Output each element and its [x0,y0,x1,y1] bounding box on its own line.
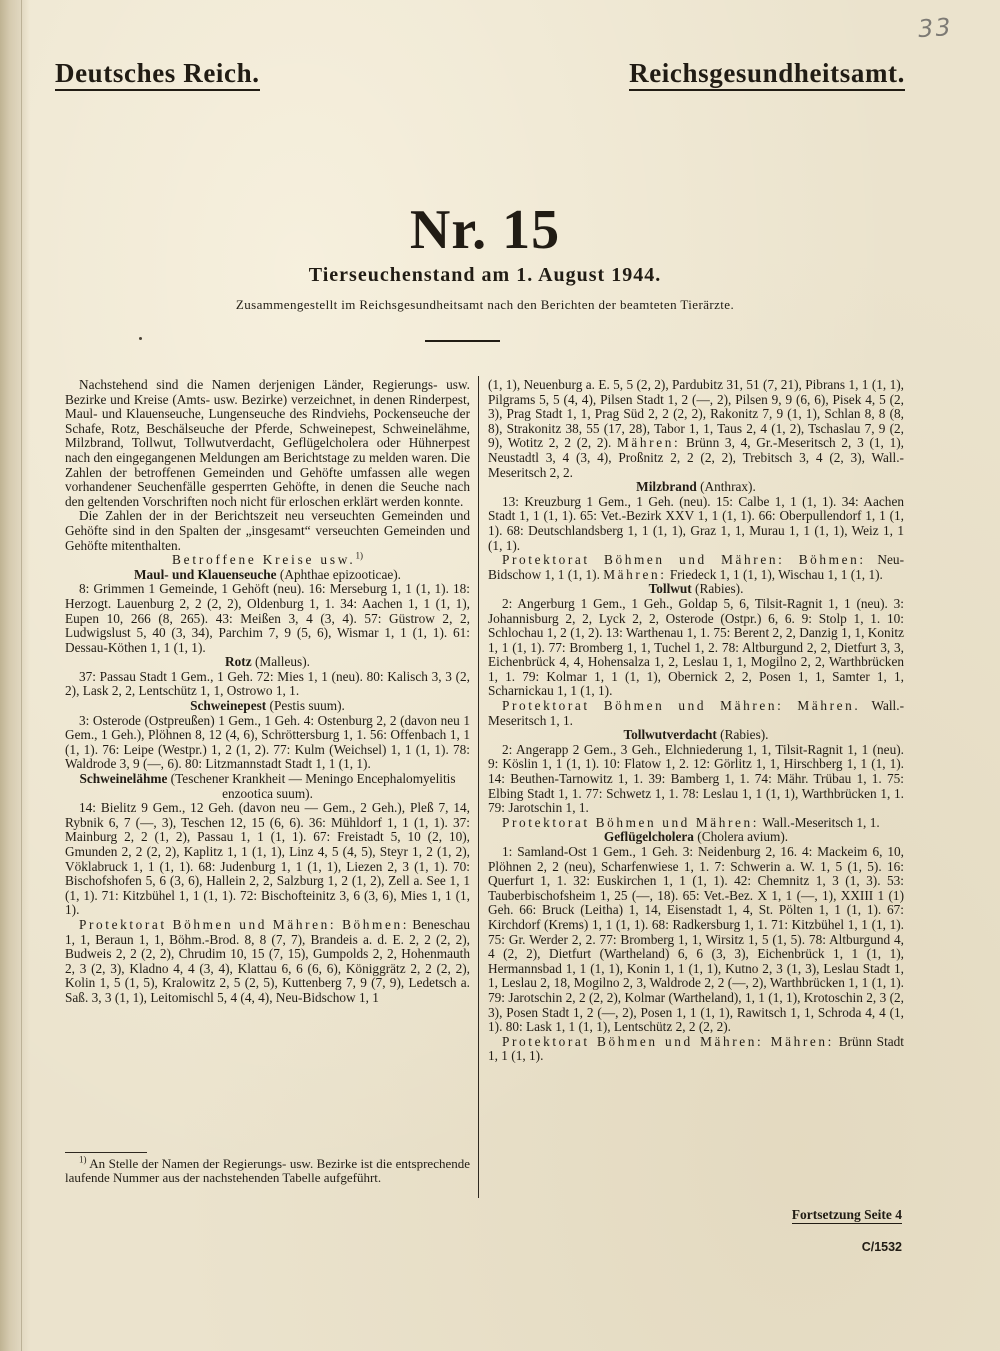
protektorat-label: Protektorat Böhmen und Mähren: Mähren. [502,698,861,714]
document-subtitle: Tierseuchenstand am 1. August 1944. [308,264,662,286]
footnote-rule [65,1152,147,1153]
document-code: C/1532 [861,1240,902,1254]
section-text-tollwut: 2: Angerburg 1 Gem., 1 Geh., Goldap 5, 6, Tilsit-Ragnit 1, 1 (neu). 3: Johannisburg 2, 2, Lyck 2, 2, Osterode (Ostpr.) 6, 6. 9: Stolp 1, 1. 10: Schlochau 1, 2 (1, 2). 13: Warthenau 1, 1. 75: Berent 2, 2, Danzig 1, 1, Konitz 1, 1 (1, 1). 77: Bromberg 1, 1, Tuchel 1, 2. 78: Altburgund 2, 2, Dietfurt 3, 3, Eichenbrück 4, 4, Hohensalza 1, 2, Leslau 1, 1, Mogilno 2, 2, Warthbrücken 1, 1. 79: Kolmar 1, 1 (1, 1), Obernick 2, 2, Posen 1, 1, Samter 1, 1, Scharnickau 1, 1 (1, 1). [488,595,904,699]
section-text-maul-klauenseuche: 8: Grimmen 1 Gemeinde, 1 Gehöft (neu). 16: Merseburg 1, 1 (1, 1). 18: Herzogt. Lauenburg 2, 2 (2, 2), Oldenburg 1, 1. 34: Aachen 1, 1 (1, 1), Eupen 10, 266 (8, 265). 43: Meißen 3, 4 (3, 4). 57: Güstrow 2, 2, Ludwigslust 5, 40 (3, 34), Parchim 7, 9 (5, 6), Wismar 1, 1 (1, 1). 61: Dessau-Köthen 1, 1 (1, 1). [65,581,470,655]
title-divider-rule [425,340,500,342]
column-divider [478,376,479,1198]
protektorat-label: Protektorat Böhmen und Mähren: Böhmen: [502,552,866,568]
section-name: Rotz [225,654,252,670]
section-text-schweinepest: 3: Osterode (Ostpreußen) 1 Gem., 1 Geh. 4: Ostenburg 2, 2 (davon neu 1 Gem., 1 Geh.), Plöhnen 8, 12 (4, 6), Schröttersburg 1, 1. 56: Offenbach 1, 1 (1, 1). 76: Leipe (Westpr.) 1, 2 (1, 2). 77: Kulm (Weichsel) 1, 1 (1, 1). 78: Waldrode 3, 9 (—, 6). 80: Litzmannstadt Stadt 1, 1 (1, 1). [65,712,470,772]
section-latin-name: (Rabies). [695,581,744,597]
continuation-label: Mähren: [617,435,681,451]
protektorat-label: Protektorat Böhmen und Mähren: Mähren: [502,1033,834,1049]
section-heading-milzbrand [488,480,904,495]
section-name: Tollwut [648,581,692,597]
intro-paragraph-2: Die Zahlen der in der Berichtszeit neu verseuchten Gemeinden und Gehöfte sind in den Spalten der „insgesamt“ verseuchten Gemeinden und Gehöfte mitenthalten. [65,508,470,553]
section-latin-name: (Rabies). [720,727,769,743]
section-heading-schweinepest [65,699,470,714]
footnote-reference: 1) [355,550,363,561]
section-latin-name: (Malleus). [254,654,310,670]
protektorat-paragraph-gefluegelcholera [488,1035,904,1064]
protektorat-paragraph-milzbrand [488,553,904,582]
page-binding-edge [0,0,30,1351]
handwritten-folio-number: 33 [917,12,954,44]
footnote-text: An Stelle der Namen der Regierungs- usw. Bezirke ist die entsprechende laufende Nummer aus der nachstehenden Tabelle aufgeführt. [65,1156,471,1186]
protektorat-label-2: Mähren: [603,566,667,582]
header-left-title: Deutsches Reich. [55,58,260,91]
protektorat-paragraph-tollwut [488,699,904,728]
protektorat-text: Beneschau 1, 1, Beraun 1, 1, Böhm.-Brod. 8, 8 (7, 7), Brandeis a. d. E. 2, 2 (2, 2), Budweis 2, 2 (2, 2), Chrudim 10, 15 (7, 15), Gumpolds 2, 2, Hohenmauth 2, 3 (2, 3), Kladno 4, 4 (3, 4), Klattau 6, 6 (6, 6), Königgrätz 2, 2 (2, 2), Kolin 1, 5 (1, 5), Kralowitz 2, 5 (2, 5), Kuttenberg 7, 9 (7, 9), Ledetsch a. Saß. 3, 3 (1, 1), Leitomischl 5, 4 (4, 4), Neu-Bidschow 1, 1 [65,916,470,1005]
header-right-title: Reichsgesundheitsamt. [629,58,905,91]
affected-heading-text: Betroffene Kreise usw. [172,552,356,568]
section-text-schweinelaehme: 14: Bielitz 9 Gem., 12 Geh. (davon neu — Gem., 2 Geh.), Pleß 7, 14, Rybnik 6, 7 (—, 3), Teschen 12, 15 (6, 6). 36: Mühldorf 1, 1 (1, 1). 37: Mainburg 2, 2 (1, 2), Passau 1, 1 (1, 1). 67: Freistadt 5, 10 (2, 10), Gmunden 2, 2 (2, 2), Kaplitz 1, 1 (1, 1), Linz 4, 5 (4, 5), Steyr 1, 2 (1, 2), Vöklabruck 1, 1 (1, 1). 68: Judenburg 1, 1 (1, 1), Liezen 2, 3 (1, 1). 70: Bischofshofen 5, 6 (3, 6), Hallein 2, 2, Salzburg 1, 2 (1, 2), Zell a. See 1, 1 (1, 1). 71: Kitzbühel 1, 1 (1, 1). 72: Bischofteinitz 3, 6 (3, 6), Mies 1, 1 (1, 1). [65,800,470,918]
section-text-milzbrand: 13: Kreuzburg 1 Gem., 1 Geh. (neu). 15: Calbe 1, 1 (1, 1). 34: Aachen Stadt 1, 1 (1, 1). 65: Vet.-Bezirk XXV 1, 1 (1, 1). 66: Oberpullendorf 1, 1 (1, 1). 68: Deutschlandsberg 1, 1 (1, 1), Graz 1, 1, Murau 1, 1 (1, 1), Weiz 1, 1 (1, 1). [488,493,904,553]
protektorat-label: Protektorat Böhmen und Mähren: Böhmen: [79,916,410,932]
section-heading-rotz [65,655,470,670]
section-text-gefluegelcholera: 1: Samland-Ost 1 Gem., 1 Geh. 3: Neidenburg 2, 16. 4: Mackeim 6, 10, Plöhnen 2, 2 (neu), Scharfenwiese 1, 1. 7: Schwerin a. W. 1, 5 (1, 5). 16: Querfurt 1, 1. 32: Euskirchen 1, 1 (1, 1). 42: Chemnitz 1, 3 (1, 3). 53: Tauberbischofsheim 1, 25 (—, 18). 65: Vet.-Bez. X 1, 1 (—, 1), XXIII 1 (1) Geh. 66: Bruck (Leitha) 1, 14, Eisenstadt 1, 4, St. Pölten 1, 1 (1, 1). 67: Kirchdorf (Krems) 1, 1 (1, 1). 68: Radkersburg 1, 1. 71: Kitzbühel 1, 1 (1, 1). 75: Gr. Werder 2, 2. 77: Bromberg 1, 1, Wirsitz 1, 5 (1, 5). 78: Altburgund 4, 4 (2, 2), Dietfurt (Wartheland) 6, 6 (3, 3), Eichenbrück 1, 1 (1, 1), Hermannsbad 1, 1 (1, 1), Konin 1, 1 (1, 1), Kutno 2, 3 (1, 3), Leslau Stadt 1, 1, Leslau 2, 18, Mogilno 2, 3, Waldrode 2, 2 (—, 2), Warthbrücken 1, 1 (1, 1). 79: Jarotschin 2, 2 (2, 2), Kolmar (Wartheland), 1, 1 (1, 1), Krotoschin 2, 3 (2, 3), Posen Stadt 1, 2 (—, 2), Posen 1, 1 (1, 1), Rawitsch 1, 1, Schroda 4, 4 (1, 1). 80: Lask 1, 1 (1, 1), Lentschütz 2, 2 (2, 2). [488,844,904,1035]
section-name: Maul- und Klauenseuche [133,566,277,582]
section-latin-name: (Teschener Krankheit — Meningo Encephalomyelitis enzootica suum). [170,771,456,801]
section-name: Geflügelcholera [603,829,694,845]
footnote-marker: 1) [79,1154,87,1165]
section-heading-schweinelaehme [65,772,470,801]
continuation-text: (1, 1), Neuenburg a. E. 5, 5 (2, 2), Pardubitz 31, 51 (7, 21), Pibrans 1, 1 (1, 1), Pilgrams 5, 5 (4, 4), Pilsen Stadt 1, 2 (—, 2), Pilsen 9, 9 (6, 6), Pisek 4, 5 (2, 3), Prag Stadt 1, 1, Prag Süd 2, 2 (2, 2), Rakonitz 7, 9 (1, 1), Schlan 8, 8 (8, 8), Strakonitz 38, 55 (17, 28), Tabor 1, 1, Taus 2, 4 (1, 2), Tschaslau 7, 9 (2, 9), Wotitz 2, 2 (2, 2). [488,377,904,451]
protektorat-text: Neu-Bidschow 1, 1 (1, 1). [488,552,905,582]
section-heading-tollwutverdacht [488,728,904,743]
section-name: Schweinelähme [79,771,168,787]
section-text-tollwutverdacht: 2: Angerapp 2 Gem., 3 Geh., Elchniederung 1, 1, Tilsit-Ragnit 1, 1 (neu). 9: Köslin 1, 1 (1, 1). 10: Flatow 1, 2. 12: Görlitz 1, 1, Hirschberg 1, 1 (1, 1). 14: Beuthen-Tarnowitz 1, 1. 39: Bamberg 1, 1. 74: Mähr. Trübau 1, 1. 75: Elbing Stadt 1, 1. 77: Schwetz 1, 1. 78: Leslau 1, 1 (1, 1), Warthbrücken 1, 1. 79: Jarotschin 1, 1. [488,741,904,816]
section-latin-name: (Pestis suum). [269,698,345,714]
continued-on-page-note: Fortsetzung Seite 4 [791,1207,902,1222]
section-heading-tollwut [488,582,904,597]
section-latin-name: (Anthrax). [700,479,756,495]
protektorat-paragraph-tollwutverdacht [488,816,904,831]
issue-number: Nr. 15 [409,199,561,261]
section-latin-name: (Cholera avium). [697,829,789,845]
intro-paragraph-1: Nachstehend sind die Namen derjenigen Länder, Regierungs- usw. Bezirke und Kreise (Amts- usw. Bezirke) verzeichnet, in denen Rinderpest, Maul- und Klauenseuche, Lungenseuche des Rindviehs, Pockenseuche der Schafe, Rotz, Beschälseuche der Pferde, Schweinepest, Schweinelähme, Milzbrand, Tollwut, Tollwutverdacht, Geflügelcholera oder Hühnerpest nach den eingegangenen Meldungen am Berichtstage zu melden waren. Die Zahlen der betroffenen Gemeinden und Gehöfte umfassen alle wegen vorhandener Seuchenfälle gesperrten Gehöfte, in denen die Seuche nach den geltenden Vorschriften noch nicht für erloschen erklärt werden konnte. [65,377,470,509]
footnote [65,1154,471,1186]
binding-fold-line [21,0,22,1351]
stray-ink-mark [139,337,142,340]
continuation-text-2: Brünn 3, 4, Gr.-Meseritsch 2, 3 (1, 1), Neustadtl 3, 4 (3, 4), Proßnitz 2, 2 (2, 2), Trebitsch 3, 4 (2, 3), Wall.-Meseritsch 2, 2. [488,435,904,480]
section-name: Tollwutverdacht [623,727,717,743]
right-column [488,378,904,1064]
protektorat-paragraph-schweinelaehme [65,918,470,1006]
section-heading-gefluegelcholera [488,830,904,845]
protektorat-text-2: Friedeck 1, 1 (1, 1), Wischau 1, 1 (1, 1). [669,566,883,582]
section-text-rotz: 37: Passau Stadt 1 Gem., 1 Geh. 72: Mies 1, 1 (neu). 80: Kalisch 3, 3 (2, 2), Lask 2, 2, Lentschütz 1, 1, Ostrowo 1, 1. [65,668,470,699]
protektorat-label: Protektorat Böhmen und Mähren: [502,814,760,830]
section-name: Milzbrand [636,479,697,495]
section-heading-maul-klauenseuche [65,568,470,583]
section-latin-name: (Aphthae epizooticae). [279,566,402,582]
affected-districts-heading [65,550,470,568]
protektorat-text: Wall.-Meseritsch 1, 1. [488,698,904,728]
protektorat-continuation [488,378,904,480]
section-name: Schweinepest [190,698,267,714]
protektorat-text: Brünn Stadt 1, 1 (1, 1). [488,1033,905,1064]
protektorat-text: Wall.-Meseritsch 1, 1. [762,814,880,830]
left-column [65,378,470,1006]
compilation-note: Zusammengestellt im Reichsgesundheitsamt nach den Berichten der beamteten Tierärzte. [235,297,735,312]
